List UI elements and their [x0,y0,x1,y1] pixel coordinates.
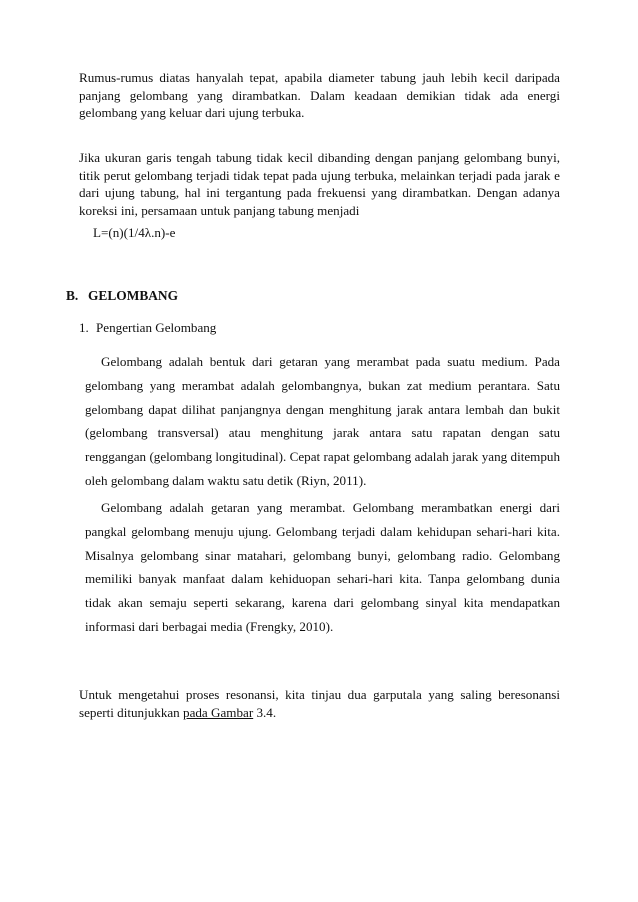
subsection-number: 1. [79,320,89,335]
resonance-text-end: 3.4. [253,704,277,720]
tube-length-formula: L=(n)(1/4λ.n)-e [93,225,176,240]
paragraph-wave-benefits: Gelombang adalah getaran yang merambat. Gelombang merambatkan energi dari pangkal gelombang menuju ujung. Gelombang terjadi dalam kehidupan sehari-hari kita. Misalnya gelombang sinar matahari, gelombang bunyi, gelombang radio. Gelombang memiliki banyak manfaat dalam kehiduopan sehari-hari kita. Tanpa gelombang dunia tidak akan semaju seperti sekarang, karena dari gelombang sinyal kita mendapatkan informasi dari berbagai media (Frengky, 2010). [85,500,560,634]
subsection-heading [79,319,216,337]
section-number: B. [66,288,79,303]
figure-reference-link[interactable]: pada Gambar [183,704,254,720]
resonance-text-start: Untuk mengetahui proses resonansi, kita tinjau dua garputala yang saling beresonansi seperti ditunjukkan [79,687,560,720]
paragraph-wave-definition: Gelombang adalah bentuk dari getaran yang merambat pada suatu medium. Pada gelombang yang merambat adalah gelombangnya, bukan zat medium perantara. Satu gelombang dapat dilihat panjangnya dengan menghitung jarak antara lembah dan bukit (gelombang transversal) atau menghitung jarak antara satu rapatan dengan satu renggangan (gelombang longitudinal). Cepat rapat gelombang adalah jarak yang ditempuh oleh gelombang dalam waktu satu detik (Riyn, 2011). [85,354,560,488]
paragraph-open-end-tube-note: Rumus-rumus diatas hanyalah tepat, apabila diameter tabung jauh lebih kecil daripada panjang gelombang yang dirambatkan. Dalam keadaan demikian tidak ada energi gelombang yang keluar dari ujung terbuka. [79,70,560,120]
subsection-title: Pengertian Gelombang [96,320,217,335]
paragraph-resonance [79,686,560,721]
section-title: GELOMBANG [88,288,179,303]
section-heading [66,287,178,305]
paragraph-correction-note: Jika ukuran garis tengah tabung tidak kecil dibanding dengan panjang gelombang bunyi, titik perut gelombang terjadi tidak tepat pada ujung terbuka, melainkan terjadi pada jarak e dari ujung tabung, hal ini tergantung pada frekuensi yang dirambatkan. Dengan adanya koreksi ini, persamaan untuk panjang tabung menjadi [79,150,560,218]
